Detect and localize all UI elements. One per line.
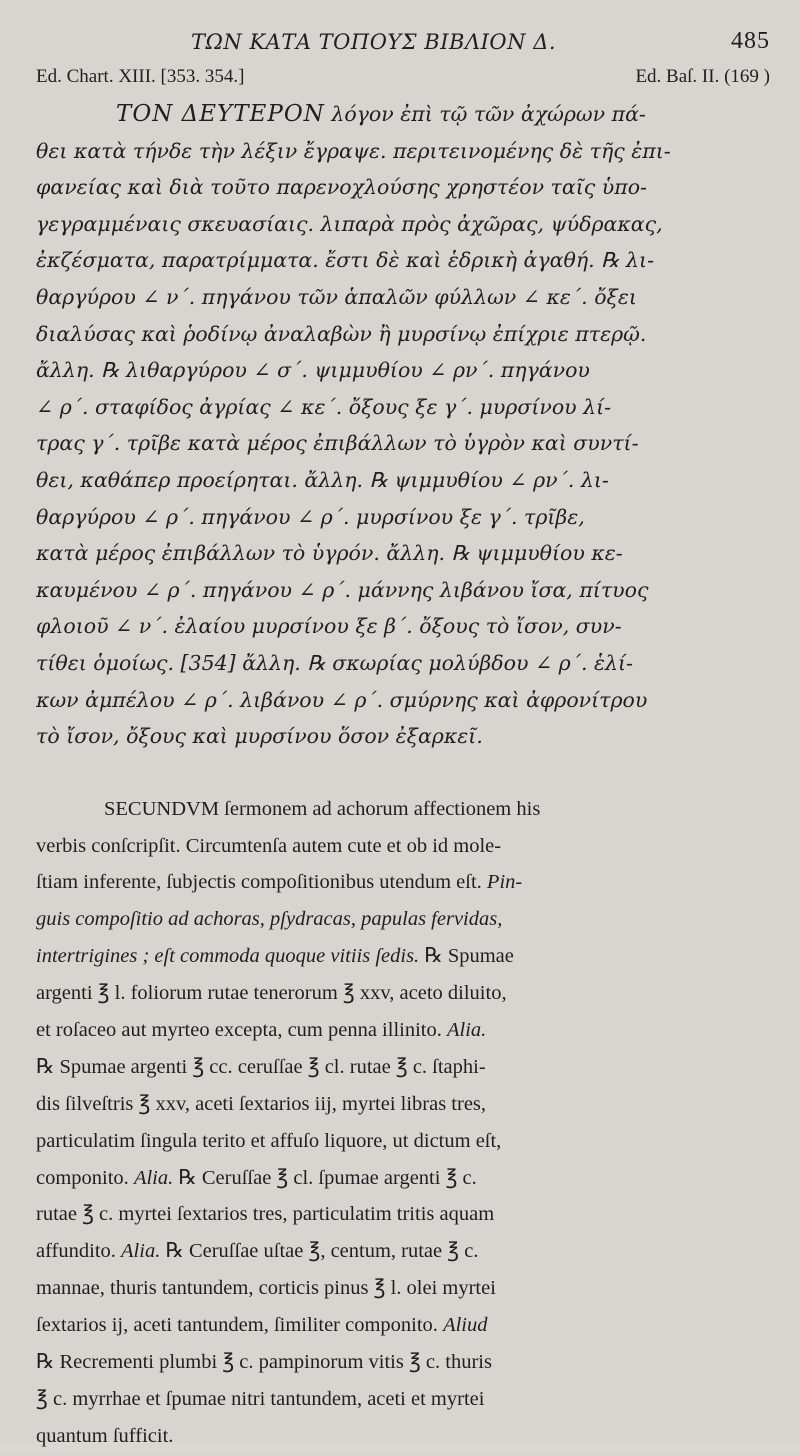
latin-text-line: [36, 1270, 770, 1307]
latin-text-line: [36, 1086, 770, 1123]
latin-italic-segment: Alia.: [121, 1240, 161, 1263]
greek-line-text: φλοιοῦ ∠ ν΄. ἐλαίου μυρσίνου ξε β΄. ὄξους τὸ ἴσον, συν-: [36, 614, 622, 639]
latin-text-line: [36, 1012, 770, 1049]
greek-line-text: κατὰ μέρος ἐπιβάλλων τὸ ὑγρόν. ἄλλη. ℞ ψιμμυθίου κε-: [36, 541, 623, 566]
greek-text-line: [36, 608, 770, 645]
greek-line-text: θει κατὰ τήνδε τὴν λέξιν ἔγραψε. περιτεινομένης δὲ τῆς ἐπι-: [36, 138, 671, 163]
greek-line-text: θαργύρου ∠ ν΄. πηγάνου τῶν ἁπαλῶν φύλλων ∠ κε΄. ὄξει: [36, 284, 637, 309]
greek-text-line: [36, 572, 770, 609]
latin-italic-segment: Pin-: [486, 871, 523, 894]
latin-text-line: [36, 1418, 770, 1455]
latin-text-line: [36, 791, 770, 828]
latin-text-segment: ſextarios ij, aceti tantundem, ſimiliter componito.: [36, 1314, 444, 1337]
latin-text-line: [36, 1307, 770, 1344]
latin-text-segment: SECUNDVM: [104, 797, 220, 820]
greek-line-text: καυμένου ∠ ρ΄. πηγάνου ∠ ρ΄. μάννης λιβάνου ἴσα, πίτυος: [36, 577, 649, 602]
latin-text-segment: mannae, thuris tantundem, corticis pinus ℥ l. olei myrtei: [36, 1277, 496, 1300]
greek-line-text: ἄλλη. ℞ λιθαργύρου ∠ σ΄. ψιμμυθίου ∠ ρν΄. πηγάνου: [36, 358, 590, 383]
greek-line-text: διαλύσας καὶ ῥοδίνῳ ἀναλαβὼν ἢ μυρσίνῳ ἐπίχριε πτερῷ.: [36, 321, 647, 346]
latin-text-segment: componito.: [36, 1166, 134, 1189]
greek-text-line: [36, 682, 770, 719]
latin-text-segment: ℞ Recrementi plumbi ℥ c. pampinorum vitis ℥ c. thuris: [36, 1351, 492, 1374]
latin-text-line: [36, 1160, 770, 1197]
page-number: 485: [731, 28, 770, 54]
greek-line-text: κων ἀμπέλου ∠ ρ΄. λιβάνου ∠ ρ΄. σμύρνης καὶ ἀφρονίτρου: [36, 687, 648, 712]
latin-text-segment: affundito.: [36, 1240, 122, 1263]
latin-text-line: [36, 975, 770, 1012]
latin-text-segment: ℞ Spumae argenti ℥ cc. ceruſſae ℥ cl. rutae ℥ c. ſtaphi-: [36, 1055, 486, 1078]
greek-text-line: [36, 389, 770, 426]
latin-text-line: [36, 864, 770, 901]
greek-text-line: [36, 535, 770, 572]
latin-text-segment: quantum ſufficit.: [36, 1424, 174, 1447]
greek-text-line: [36, 96, 770, 133]
greek-line-text: ∠ ρ΄. σταφίδος ἀγρίας ∠ κε΄. ὄξους ξε γ΄. μυρσίνου λί-: [36, 394, 612, 419]
latin-text-segment: ſermonem ad achorum affectionem his: [219, 797, 541, 820]
latin-text-segment: ℞ Spumae: [419, 945, 514, 968]
edition-line: [36, 62, 770, 96]
latin-text-segment: argenti ℥ l. foliorum rutae tenerorum ℥ xxv, aceto diluito,: [36, 982, 507, 1005]
latin-text-segment: dis ſilveſtris ℥ xxv, aceti ſextarios iij, myrtei libras tres,: [36, 1092, 487, 1115]
latin-italic-segment: Alia.: [446, 1019, 487, 1042]
edition-chartier-reference: Ed. Chart. XIII. [353. 354.]: [36, 66, 245, 87]
greek-text-line: [36, 133, 770, 170]
latin-text-line: [36, 1344, 770, 1381]
greek-heading-caps: ΤΟΝ ΔΕΥΤΕΡΟΝ: [116, 101, 325, 127]
greek-text-line: [36, 499, 770, 536]
greek-text-line: [36, 462, 770, 499]
latin-text-line: [36, 1381, 770, 1418]
greek-text-line: [36, 316, 770, 353]
greek-line-text: γεγραμμέναις σκευασίαις. λιπαρὰ πρὸς ἀχῶρας, ψύδρακας,: [36, 211, 663, 236]
latin-text-block: [36, 791, 770, 1455]
latin-italic-segment: guis compoſitio ad achoras, pſydracas, papulas fervidas,: [36, 908, 503, 931]
latin-italic-segment: intertrigines ; eſt commoda quoque vitiis ſedis.: [36, 945, 420, 968]
latin-text-line: [36, 1196, 770, 1233]
latin-text-line: [36, 901, 770, 938]
greek-line-text: τρας γ΄. τρῖβε κατὰ μέρος ἐπιβάλλων τὸ ὑγρὸν καὶ συντί-: [36, 431, 639, 456]
greek-text-line: [36, 645, 770, 682]
greek-line-text: θει, καθάπερ προείρηται. ἄλλη. ℞ ψιμμυθίου ∠ ρν΄. λι-: [36, 467, 609, 492]
latin-text-segment: ℞ Ceruſſae uſtae ℥, centum, rutae ℥ c.: [160, 1240, 479, 1263]
greek-line-text: τίθει ὁμοίως. [354] ἄλλη. ℞ σκωρίας μολύβδου ∠ ρ΄. ἑλί-: [36, 650, 633, 675]
latin-text-segment: et roſaceo aut myrteo excepta, cum penna illinito.: [36, 1019, 447, 1042]
edition-basel-reference: Ed. Baſ. II. (169 ): [635, 66, 770, 87]
greek-line-text: φανείας καὶ διὰ τοῦτο παρενοχλούσης χρηστέον ταῖς ὑπο-: [36, 175, 647, 200]
greek-text-line: [36, 352, 770, 389]
greek-line-text: λόγον ἐπὶ τῷ τῶν ἀχώρων πά-: [324, 102, 646, 126]
greek-text-line: [36, 279, 770, 316]
latin-text-segment: rutae ℥ c. myrtei ſextarios tres, particulatim tritis aquam: [36, 1203, 495, 1226]
greek-text-block: [36, 96, 770, 755]
latin-text-segment: verbis conſcripſit. Circumtenſa autem cute et ob id mole-: [36, 834, 502, 857]
greek-line-text: θαργύρου ∠ ρ΄. πηγάνου ∠ ρ΄. μυρσίνου ξε γ΄. τρῖβε,: [36, 504, 585, 529]
latin-text-segment: ℞ Ceruſſae ℥ cl. ſpumae argenti ℥ c.: [173, 1166, 477, 1189]
greek-line-text: ἐκζέσματα, παρατρίμματα. ἔστι δὲ καὶ ἑδρικὴ ἀγαθή. ℞ λι-: [36, 248, 654, 273]
latin-text-segment: ℥ c. myrrhae et ſpumae nitri tantundem, aceti et myrtei: [36, 1387, 485, 1410]
latin-text-line: [36, 1233, 770, 1270]
latin-italic-segment: Aliud: [443, 1314, 488, 1337]
greek-text-line: [36, 242, 770, 279]
latin-text-line: [36, 1123, 770, 1160]
running-title: ΤΩΝ ΚΑΤΑ ΤΟΠΟΥΣ ΒΙΒΛΙΟΝ Δ.: [191, 30, 557, 54]
latin-text-line: [36, 828, 770, 865]
running-head: [36, 22, 770, 62]
latin-text-segment: particulatim ſingula terito et affuſo liquore, ut dictum eſt,: [36, 1129, 502, 1152]
latin-text-line: [36, 1049, 770, 1086]
greek-text-line: [36, 425, 770, 462]
latin-italic-segment: Alia.: [133, 1166, 174, 1189]
greek-text-line: [36, 169, 770, 206]
latin-text-segment: ſtiam inferente, ſubjectis compoſitionibus utendum eſt.: [36, 871, 487, 894]
greek-line-text: τὸ ἴσον, ὄξους καὶ μυρσίνου ὅσον ἐξαρκεῖ.: [36, 724, 483, 749]
greek-text-line: [36, 206, 770, 243]
latin-text-line: [36, 938, 770, 975]
greek-text-line: [36, 718, 770, 755]
